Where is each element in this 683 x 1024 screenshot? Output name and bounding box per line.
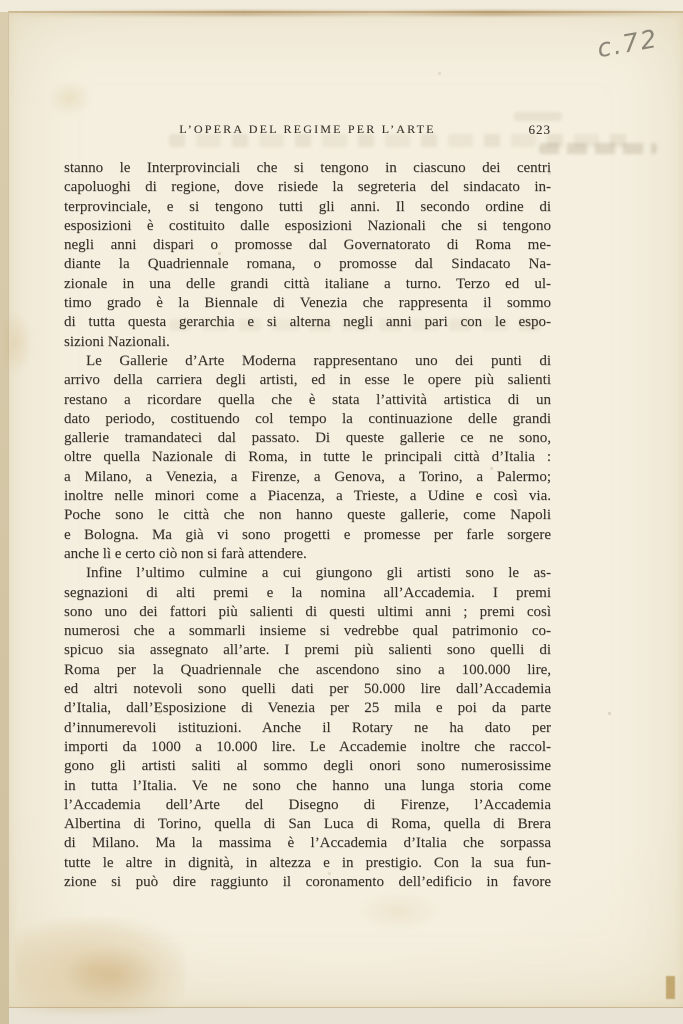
text-line: arrivo della carriera degli artisti, ed in esse le opere più salienti	[64, 372, 551, 389]
paper-stain	[15, 918, 185, 1013]
page-top-edge	[9, 10, 683, 16]
paper-stain	[5, 313, 31, 373]
text-line: timo grado è la Biennale di Venezia che rappresenta il sommo	[64, 295, 551, 312]
text-line: Le Gallerie d’Arte Moderna rappresentano uno dei punti di	[86, 352, 551, 369]
text-line: zione si può dire raggiunto il coronamento dell’edificio in favore	[64, 873, 551, 890]
text-line: importi da 1000 a 10.000 lire. Le Accademie inoltre che raccol-	[64, 738, 551, 755]
text-line: spicuo sia assegnato all’arte. I premi più salienti sono quelli di	[64, 642, 551, 659]
text-line: negli anni dispari o promosse dal Governatorato di Roma me-	[64, 237, 551, 254]
text-line: Roma per la Quadriennale che ascendono sino a 100.000 lire,	[64, 661, 551, 678]
text-line: Albertina di Torino, quella di San Luca di Roma, quella di Brera	[64, 816, 551, 833]
handwritten-annotation: c.72	[594, 23, 661, 64]
text-line: di Milano. Ma la massima è l’Accademia d’Italia che sorpassa	[64, 835, 551, 852]
paragraph	[64, 564, 551, 892]
text-line: dato periodo, costituendo col tempo la continuazione delle grandi	[64, 410, 551, 427]
text-line: a Milano, a Venezia, a Firenze, a Genova, a Torino, a Palermo;	[64, 468, 551, 485]
running-title: L’OPERA DEL REGIME PER L’ARTE	[179, 122, 436, 136]
paper-stain	[69, 948, 159, 1003]
text-line: oltre quella Nazionale di Roma, in tutte le principali città d’Italia :	[64, 449, 551, 466]
text-line: anche lì e certo ciò non si farà attendere.	[64, 545, 307, 562]
text-line: l’Accademia dell’Arte del Disegno di Firenze, l’Accademia	[64, 796, 551, 813]
page-header	[64, 122, 551, 138]
text-line: e Bologna. Ma già vi sono progetti e promesse per farle sorgere	[64, 526, 551, 543]
text-line: zionale in una delle grandi città italiane a turno. Terzo ed ul-	[64, 275, 551, 292]
text-line: d’innumerevoli istituzioni. Anche il Rotary ne ha dato per	[64, 719, 551, 736]
paper-stain	[49, 81, 91, 115]
text-line: sizioni Nazionali.	[64, 333, 170, 350]
text-line: d’Italia, dall’Esposizione di Venezia per 25 mila e poi da parte	[64, 700, 551, 717]
text-line: numerosi che a sommarli insieme si vedrebbe qual patrimonio co-	[64, 623, 551, 640]
text-line: segnazioni di alti premi e la nomina all’Accademia. I premi	[64, 584, 551, 601]
text-line: ed altri notevoli sono quelli dati per 50.000 lire dall’Accademia	[64, 681, 551, 698]
text-line: di tutta questa gerarchia e si alterna negli anni pari con le espo-	[64, 314, 551, 331]
text-line: inoltre nelle minori come a Piacenza, a Trieste, a Udine e così via.	[64, 488, 551, 505]
paragraph	[64, 352, 551, 564]
text-line: Poche sono le città che non hanno queste gallerie, come Napoli	[64, 507, 551, 524]
text-line: capoluoghi di regione, dove risiede la segreteria del sindacato in-	[64, 179, 551, 196]
text-line: in tutta l’Italia. Ve ne sono che hanno una lunga storia come	[64, 777, 551, 794]
page-body	[64, 159, 551, 892]
text-line: diante la Quadriennale romana, o promosse dal Sindacato Na-	[64, 256, 551, 273]
bleed-through-text	[539, 143, 657, 154]
paper-stain	[359, 893, 439, 929]
paper-speckles	[9, 13, 10, 14]
bleed-through-text	[514, 112, 562, 121]
text-line: esposizioni è costituito dalle esposizioni Nazionali che si tengono	[64, 217, 551, 234]
page-number: 623	[528, 122, 551, 137]
book-page	[8, 11, 683, 1008]
paragraph	[64, 159, 551, 352]
page-edge-notch	[666, 976, 675, 999]
text-line: sono uno dei fattori più salienti di questi ultimi anni ; premi così	[64, 603, 551, 620]
text-line: terprovinciale, e si tengono tutti gli anni. Il secondo ordine di	[64, 198, 551, 215]
text-line: gallerie tramandateci dal passato. Di queste gallerie ce ne sono,	[64, 430, 551, 447]
text-line: tutte le altre in dignità, in altezza e in prestigio. Con la sua fun-	[64, 854, 551, 871]
text-line: stanno le Interprovinciali che si tengono in ciascuno dei centri	[64, 160, 551, 176]
text-line: Infine l’ultimo culmine a cui giungono gli artisti sono le as-	[86, 565, 551, 582]
text-line: restano a ricordare quella che è stata l’attività artistica di un	[64, 391, 551, 408]
text-line: gono gli artisti saliti al sommo degli onori sono numerosissime	[64, 758, 551, 775]
